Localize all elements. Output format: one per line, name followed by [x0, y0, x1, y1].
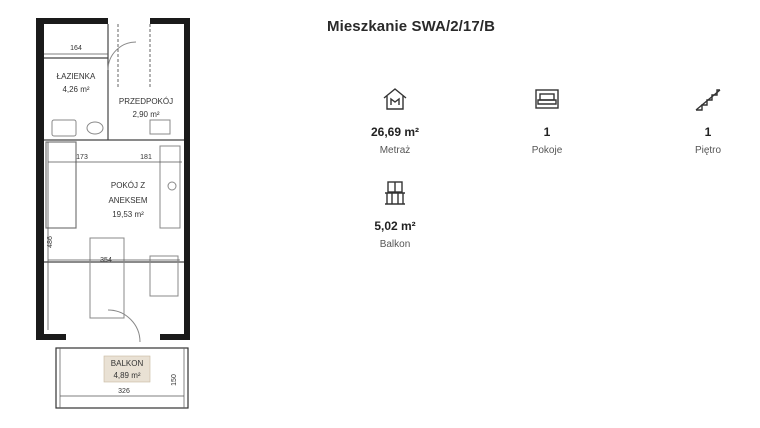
rooms-label: Pokoje: [531, 145, 563, 156]
dim-top-width: 164: [70, 45, 82, 52]
balcony-value: 5,02 m²: [374, 219, 416, 233]
balcony-label: Balkon: [379, 239, 411, 250]
house-area-icon: [355, 84, 435, 114]
room-labels: [57, 72, 173, 219]
walls: [36, 18, 190, 340]
floor-value: 1: [704, 125, 712, 139]
stat-floor: [668, 84, 748, 156]
living-area: 19,53 m²: [112, 210, 144, 219]
floor-plan: [0, 0, 210, 428]
hallway-name: PRZEDPOKÓJ: [118, 97, 174, 106]
floor-plan-drawing: [0, 0, 210, 428]
balcony-icon: [355, 178, 435, 208]
balcony-plan: [56, 348, 188, 408]
stat-area: [355, 84, 435, 156]
rooms-value: 1: [543, 125, 551, 139]
balcony-area: 4,89 m²: [113, 371, 141, 380]
area-value: 26,69 m²: [370, 125, 420, 139]
stat-balcony: [355, 178, 435, 250]
stat-rooms: [507, 84, 587, 156]
bathroom-name: ŁAZIENKA: [56, 72, 96, 81]
dimension-lines: [44, 54, 182, 330]
dim-mid-right: 181: [140, 154, 152, 161]
living-name-line2: ANEKSEM: [108, 196, 148, 205]
dim-room-width: 354: [100, 257, 112, 264]
balcony-name: BALKON: [110, 359, 144, 368]
inner-walls: [44, 24, 184, 262]
floor-label: Piętro: [694, 145, 722, 156]
dim-side-height: 486: [47, 236, 54, 248]
dashed-lines: [118, 24, 150, 88]
hallway-area: 2,90 m²: [132, 110, 160, 119]
sofa-icon: [507, 84, 587, 114]
listing-title: Mieszkanie SWA/2/17/B: [327, 18, 496, 35]
stairs-icon: [668, 84, 748, 114]
dim-balcony-width: 326: [118, 388, 130, 395]
area-label: Metraż: [379, 145, 411, 156]
dim-mid-left: 173: [76, 154, 88, 161]
living-name-line1: POKÓJ Z: [110, 181, 146, 190]
dim-balcony-depth: 150: [171, 374, 178, 386]
bathroom-area: 4,26 m²: [62, 85, 90, 94]
